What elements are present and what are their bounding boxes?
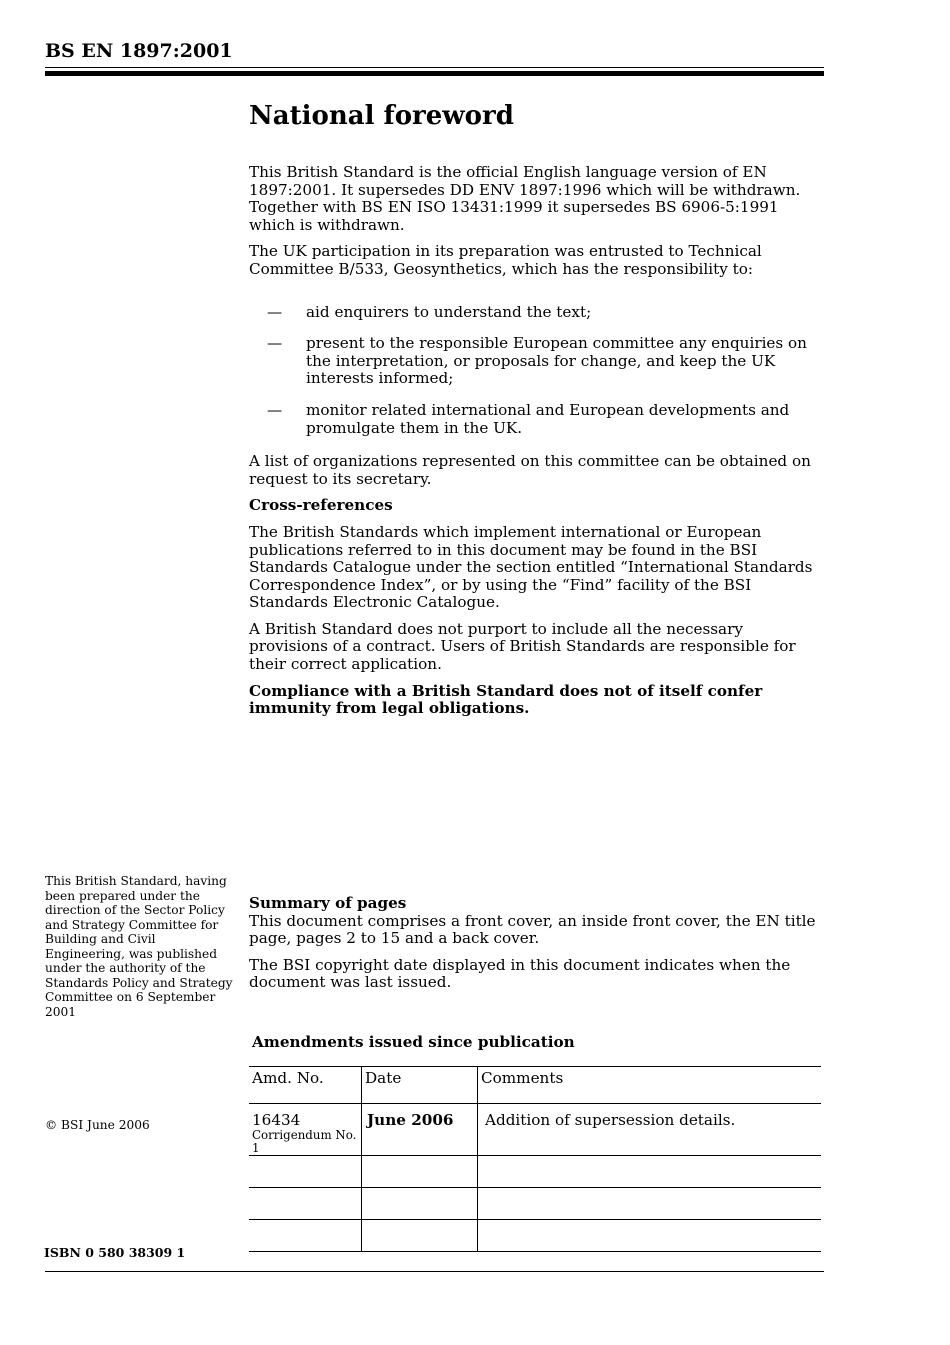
amd-corrigendum: Corrigendum No. 1 <box>252 1128 357 1155</box>
amendments-table <box>249 1066 821 1252</box>
document-code: BS EN 1897:2001 <box>45 40 233 62</box>
footer-rule <box>45 1271 824 1272</box>
summary-text: This document comprises a front cover, an inside front cover, the EN title page, pages 2 to 15 and a back cover. <box>249 911 816 948</box>
sidebar-isbn: ISBN 0 580 38309 1 <box>44 1245 186 1260</box>
sidebar-prepared-note: This British Standard, having been prepared under the direction of the Sector Policy and Strategy Committee for Building and Civil Engineering, was published under the authority of the Standards Policy and Strategy Committee on 6 September 2001 <box>45 874 233 1019</box>
table-row <box>249 1104 821 1156</box>
committee-list-note: A list of organizations represented on this committee can be obtained on request to its secretary. <box>249 452 811 488</box>
provisions-note: A British Standard does not purport to include all the necessary provisions of a contract. Users of British Standards are responsible for their correct application. <box>249 619 796 674</box>
list-item: — monitor related international and European developments and promulgate them in the UK. <box>267 400 790 437</box>
date-cell: June 2006 <box>362 1104 478 1156</box>
dash-marker: — <box>267 302 283 321</box>
comments-cell: Addition of supersession details. <box>478 1104 822 1156</box>
cross-references-heading: Cross-references <box>249 496 393 515</box>
table-header-row <box>249 1067 821 1104</box>
list-item: — aid enquirers to understand the text; <box>267 302 592 321</box>
table-row <box>249 1220 821 1252</box>
amendments-title: Amendments issued since publication <box>252 1033 575 1051</box>
list-item: — present to the responsible European committee any enquiries on the interpretation, or proposals for change, and keep the UK interests informed; <box>267 334 807 388</box>
amd-number: 16434 <box>252 1111 301 1129</box>
amd-no-cell <box>249 1104 362 1156</box>
column-header-date: Date <box>362 1067 478 1104</box>
committee-paragraph: The UK participation in its preparation was entrusted to Technical Committee B/533, Geosynthetics, which has the responsibility to: <box>249 242 762 278</box>
table-row <box>249 1156 821 1188</box>
sidebar-copyright: © BSI June 2006 <box>45 1118 150 1132</box>
cross-references-text: The British Standards which implement international or European publications referred to in this document may be found in the BSI Standards Catalogue under the section entitled “International Standards Correspondence Index”, or by using the “Find” facility of the BSI Standards Electronic Catalogue. <box>249 522 813 612</box>
dash-marker: — <box>267 334 283 353</box>
intro-paragraph: This British Standard is the official English language version of EN 1897:2001. It supersedes DD ENV 1897:1996 which will be withdrawn. Together with BS EN ISO 13431:1999 it supersedes BS 6906-5:1991 which is withdrawn. <box>249 163 801 234</box>
compliance-note: Compliance with a British Standard does not of itself confer immunity from legal obligations. <box>249 681 763 718</box>
copyright-date-note: The BSI copyright date displayed in this document indicates when the document was last issued. <box>249 955 791 992</box>
summary-section <box>249 895 824 1001</box>
column-header-amd-no: Amd. No. <box>249 1067 362 1104</box>
summary-heading: Summary of pages <box>249 894 407 912</box>
dash-marker: — <box>267 400 283 419</box>
header-rule-thin <box>45 67 824 68</box>
header-rule-thick <box>45 71 824 76</box>
page-title: National foreword <box>249 101 514 131</box>
column-header-comments: Comments <box>478 1067 822 1104</box>
table-row <box>249 1188 821 1220</box>
foreword-body <box>249 164 824 727</box>
responsibility-list <box>249 304 824 438</box>
